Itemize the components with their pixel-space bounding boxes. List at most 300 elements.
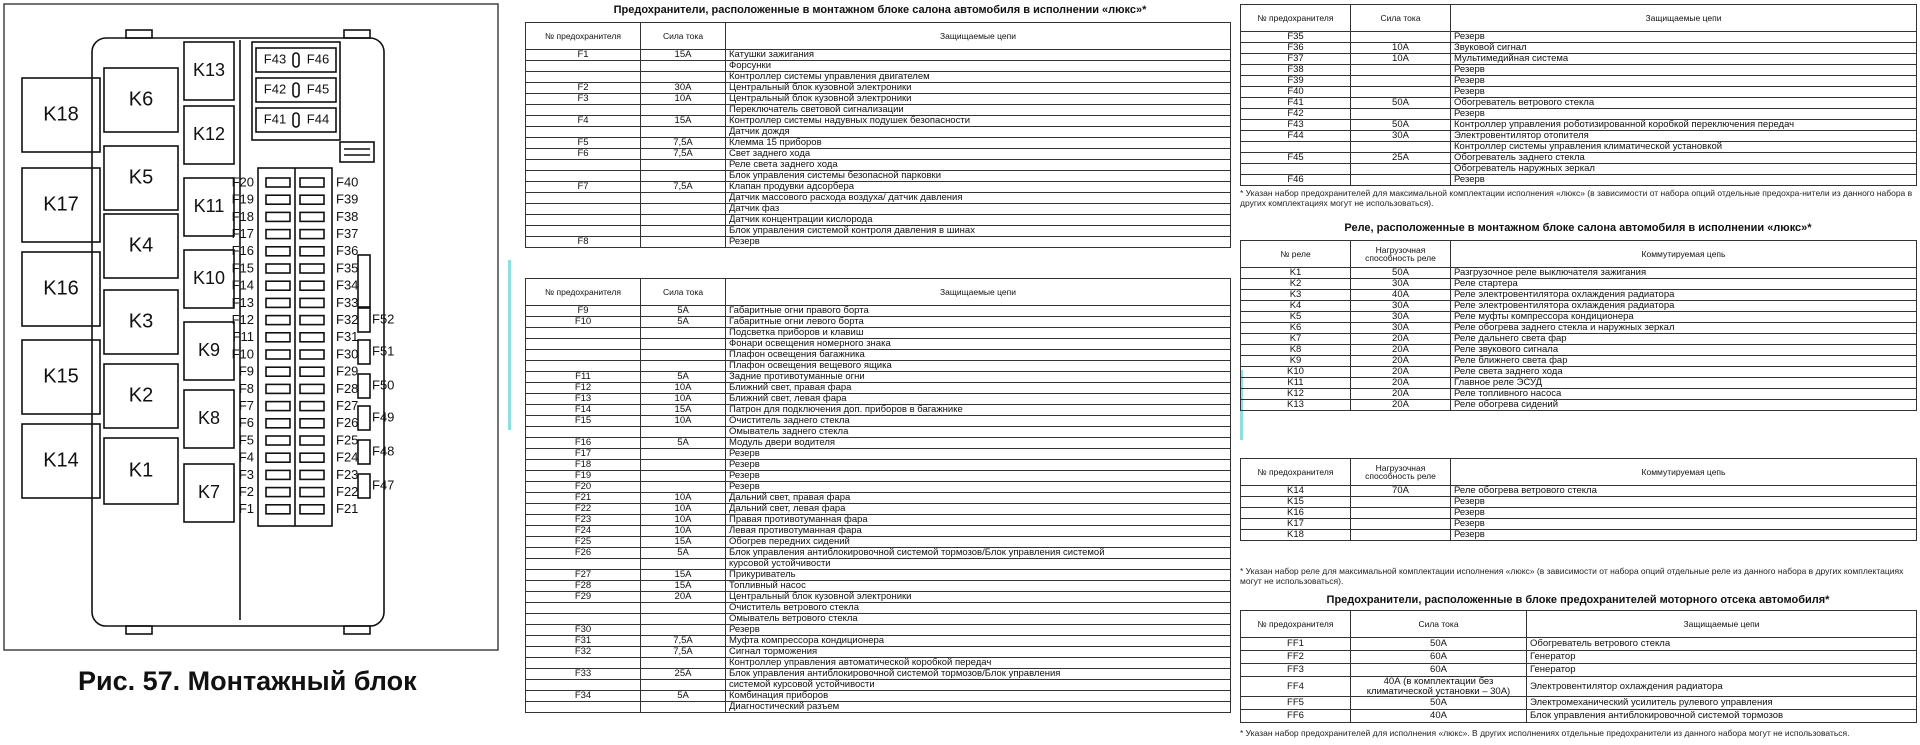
cell-number: K18: [1241, 530, 1351, 541]
fuse-label: F11: [232, 329, 254, 345]
cell-value: 20А: [641, 592, 726, 603]
fuse-label: F24: [336, 449, 359, 465]
cell-number: [526, 614, 641, 625]
cell-value: 15А: [641, 116, 726, 127]
cell-description: Резерв: [1451, 76, 1917, 87]
cell-number: F20: [526, 482, 641, 493]
cell-number: F41: [1241, 98, 1351, 109]
relay-label: K12: [192, 123, 226, 144]
fuse-slot: [266, 178, 290, 187]
cell-value: [641, 449, 726, 460]
cell-number: [526, 702, 641, 713]
col-header-current: Сила тока: [641, 279, 726, 306]
cell-value: [641, 625, 726, 636]
cell-description: Комбинация приборов: [726, 691, 1231, 702]
table-row: [1241, 638, 1917, 651]
cell-number: [526, 171, 641, 182]
cell-value: 20А: [1351, 334, 1451, 345]
cell-description: Резерв: [1451, 508, 1917, 519]
table-row: [526, 416, 1231, 427]
table-row: [1241, 400, 1917, 411]
relay-label: K16: [43, 277, 79, 300]
cell-value: 10А: [641, 504, 726, 515]
cell-value: [641, 603, 726, 614]
fuse-slot: [266, 281, 290, 290]
cell-number: [526, 680, 641, 691]
table-row: [526, 204, 1231, 215]
table-row: [526, 105, 1231, 116]
cell-number: F23: [526, 515, 641, 526]
cell-value: 25А: [1351, 153, 1451, 164]
cell-value: 50А: [1351, 120, 1451, 131]
cell-number: F40: [1241, 87, 1351, 98]
cell-number: [526, 427, 641, 438]
table-row: [526, 504, 1231, 515]
col-header-current: Сила тока: [1351, 5, 1451, 32]
table-row: [526, 603, 1231, 614]
cell-value: [1351, 142, 1451, 153]
cell-number: [526, 658, 641, 669]
cell-description: Датчик фаз: [726, 204, 1231, 215]
cell-number: F2: [526, 83, 641, 94]
cell-description: Блок управления антиблокировочной системой тормозов/Блок управления: [726, 669, 1231, 680]
cell-number: F33: [526, 669, 641, 680]
fuse-slot: [300, 281, 324, 290]
table-row: [1241, 312, 1917, 323]
col-header-current: Сила тока: [641, 23, 726, 50]
cell-description: Форсунки: [726, 61, 1231, 72]
cell-number: F21: [526, 493, 641, 504]
cell-value: 15А: [641, 581, 726, 592]
cell-number: F19: [526, 471, 641, 482]
table-row: [526, 372, 1231, 383]
cell-number: FF2: [1241, 651, 1351, 664]
cell-value: [641, 61, 726, 72]
table-row: [1241, 664, 1917, 677]
cell-description: Свет заднего хода: [726, 149, 1231, 160]
table-row: [1241, 142, 1917, 153]
table-row: [1241, 323, 1917, 334]
cell-number: F31: [526, 636, 641, 647]
cell-number: K6: [1241, 323, 1351, 334]
cell-description: Дальний свет, правая фара: [726, 493, 1231, 504]
table-row: [526, 427, 1231, 438]
cell-number: [526, 339, 641, 350]
cell-number: [526, 603, 641, 614]
fuse-slot: [300, 298, 324, 307]
big-fuse-label: F48: [372, 443, 395, 459]
fuse-label: F8: [238, 380, 254, 396]
fuse-label: F32: [336, 312, 359, 328]
cell-number: F43: [1241, 120, 1351, 131]
cell-description: Генератор: [1527, 664, 1917, 677]
cell-description: Электромеханический усилитель рулевого управления: [1527, 697, 1917, 710]
fuse-slot: [300, 195, 324, 204]
fuse-slot: [266, 212, 290, 221]
cell-description: Обогреватель ветрового стекла: [1527, 638, 1917, 651]
engine-fuses-heading: Предохранители, расположенные в блоке предохранителей моторного отсека автомобиля*: [1326, 594, 1830, 606]
cell-value: 5А: [641, 306, 726, 317]
fuse-box-diagram: [0, 0, 500, 740]
cell-value: [641, 361, 726, 372]
cell-value: 30А: [1351, 323, 1451, 334]
relay-label: K13: [192, 59, 226, 80]
cell-description: Переключатель световой сигнализации: [726, 105, 1231, 116]
cell-number: K10: [1241, 367, 1351, 378]
table-row: [526, 581, 1231, 592]
relay-label: K5: [128, 166, 154, 189]
table-row: [526, 548, 1231, 559]
cell-description: Датчик дождя: [726, 127, 1231, 138]
big-fuse-slot: [358, 255, 370, 307]
cell-number: K4: [1241, 301, 1351, 312]
table-row: [526, 614, 1231, 625]
cell-description: Резерв: [1451, 109, 1917, 120]
cell-value: [641, 226, 726, 237]
cell-number: F24: [526, 526, 641, 537]
cell-description: Плафон освещения багажника: [726, 350, 1231, 361]
cell-description: Реле электровентилятора охлаждения радиатора: [1451, 301, 1917, 312]
cell-number: F35: [1241, 32, 1351, 43]
cell-description: Реле звукового сигнала: [1451, 345, 1917, 356]
cell-description: Генератор: [1527, 651, 1917, 664]
fuse-slot: [300, 505, 324, 514]
cell-number: F18: [526, 460, 641, 471]
table-row: [526, 193, 1231, 204]
cabin-relays-table: [1240, 240, 1917, 411]
cell-description: Контроллер системы управления климатической установкой: [1451, 142, 1917, 153]
fuse-slot: [300, 402, 324, 411]
table-row: [526, 625, 1231, 636]
table-row: [526, 361, 1231, 372]
cell-number: K15: [1241, 497, 1351, 508]
fuse-slot: [266, 195, 290, 204]
cell-number: K9: [1241, 356, 1351, 367]
cell-value: [641, 204, 726, 215]
fuse-label: F29: [336, 363, 359, 379]
table-row: [526, 515, 1231, 526]
big-fuse-label: F49: [372, 409, 395, 425]
cell-number: [526, 204, 641, 215]
cell-value: [641, 237, 726, 248]
fuse-label: F15: [231, 260, 254, 276]
table-row: [526, 237, 1231, 248]
cell-value: 20А: [1351, 367, 1451, 378]
table-row: [1241, 279, 1917, 290]
col-header-capacity: Нагрузочная способность реле: [1351, 241, 1451, 268]
relay-label: K4: [128, 234, 154, 257]
cell-number: F15: [526, 416, 641, 427]
table-row: [526, 691, 1231, 702]
col-header-number: № предохранителя: [1241, 5, 1351, 32]
relay-label: K18: [43, 103, 79, 126]
table-row: [1241, 290, 1917, 301]
cell-description: Реле обогрева заднего стекла и наружных зеркал: [1451, 323, 1917, 334]
cell-description: Клапан продувки адсорбера: [726, 182, 1231, 193]
cell-value: 50А: [1351, 98, 1451, 109]
col-header-circuits: Защищаемые цепи: [1527, 611, 1917, 638]
cell-description: Датчик концентрации кислорода: [726, 215, 1231, 226]
table-row: [1241, 486, 1917, 497]
cell-value: [641, 559, 726, 570]
housing-tab: [344, 30, 370, 38]
table-row: [526, 471, 1231, 482]
fuse-label: F34: [336, 277, 359, 293]
fuse-label: F22: [336, 484, 359, 500]
table-row: [526, 636, 1231, 647]
table-row: [526, 460, 1231, 471]
cell-description: Омыватель заднего стекла: [726, 427, 1231, 438]
col-header-number: № предохранителя: [1241, 459, 1351, 486]
table-row: [526, 127, 1231, 138]
big-fuse-slot: [358, 308, 370, 332]
cell-number: F34: [526, 691, 641, 702]
cell-number: F5: [526, 138, 641, 149]
cell-description: Резерв: [726, 237, 1231, 248]
cell-number: [526, 193, 641, 204]
cell-value: 5А: [641, 372, 726, 383]
cell-value: [641, 680, 726, 691]
table-row: [1241, 175, 1917, 186]
cell-number: [1241, 164, 1351, 175]
fuse-slot: [266, 436, 290, 445]
fuse-slot: [266, 316, 290, 325]
cell-number: [526, 215, 641, 226]
cell-value: [641, 171, 726, 182]
cell-value: [641, 215, 726, 226]
cell-description: Патрон для подключения доп. приборов в багажнике: [726, 405, 1231, 416]
cell-number: F38: [1241, 65, 1351, 76]
fuse-label: F3: [238, 466, 254, 482]
fuse-slot: [300, 367, 324, 376]
cell-value: 7,5А: [641, 182, 726, 193]
fuse-label: F41: [263, 111, 287, 127]
table-row: [526, 394, 1231, 405]
big-fuse-slot: [358, 440, 370, 464]
fuse-label: F10: [231, 346, 254, 362]
table-row: [526, 160, 1231, 171]
cell-number: F44: [1241, 131, 1351, 142]
fuse-label: F27: [336, 398, 359, 414]
cell-value: 60А: [1351, 664, 1527, 677]
table-row: [526, 339, 1231, 350]
fuse-label: F7: [238, 398, 254, 414]
fuse-label: F13: [231, 294, 254, 310]
cabin-fuses-table-3: [1240, 4, 1917, 186]
cell-value: 15А: [641, 570, 726, 581]
table-row: [526, 226, 1231, 237]
fuse-link: [293, 83, 299, 97]
table-row: [1241, 120, 1917, 131]
big-fuse-slot: [358, 340, 370, 364]
table-row: [526, 680, 1231, 691]
fuse-label: F23: [336, 466, 359, 482]
cell-value: 70А: [1351, 486, 1451, 497]
cell-number: K14: [1241, 486, 1351, 497]
table-row: [526, 658, 1231, 669]
cell-description: Центральный блок кузовной электроники: [726, 592, 1231, 603]
cell-description: Разгрузочное реле выключателя зажигания: [1451, 268, 1917, 279]
cell-number: [526, 559, 641, 570]
cell-value: 25А: [641, 669, 726, 680]
relay-label: K10: [192, 267, 226, 288]
fuse-label: F4: [238, 449, 254, 465]
fuse-label: F39: [336, 191, 359, 207]
table-row: [526, 328, 1231, 339]
fuse-label: F30: [336, 346, 359, 362]
cell-number: [526, 226, 641, 237]
cell-description: Блок управления системы безопасной парковки: [726, 171, 1231, 182]
cell-description: Габаритные огни левого борта: [726, 317, 1231, 328]
cell-value: 5А: [641, 691, 726, 702]
cell-number: [526, 72, 641, 83]
cell-number: F26: [526, 548, 641, 559]
cell-description: Обогреватель наружных зеркал: [1451, 164, 1917, 175]
cell-value: 30А: [641, 83, 726, 94]
cell-number: F29: [526, 592, 641, 603]
table-row: [526, 94, 1231, 105]
fuse-label: F1: [238, 501, 254, 517]
cell-description: Реле топливного насоса: [1451, 389, 1917, 400]
fuse-slot: [300, 247, 324, 256]
cell-value: [641, 339, 726, 350]
cell-description: Очиститель заднего стекла: [726, 416, 1231, 427]
cell-value: [641, 460, 726, 471]
fuse-label: F43: [263, 51, 287, 67]
cell-value: 60А: [1351, 651, 1527, 664]
table-row: [526, 493, 1231, 504]
col-header-number: № предохранителя: [1241, 611, 1351, 638]
fuse-slot: [300, 419, 324, 428]
cell-description: Резерв: [1451, 87, 1917, 98]
table-row: [1241, 54, 1917, 65]
cell-description: Обогрев передних сидений: [726, 537, 1231, 548]
fuse-slot: [266, 298, 290, 307]
cell-description: Резерв: [1451, 530, 1917, 541]
cell-value: 50А: [1351, 268, 1451, 279]
fuse-label: F21: [336, 501, 359, 517]
cell-number: K2: [1241, 279, 1351, 290]
cell-description: Муфта компрессора кондиционера: [726, 636, 1231, 647]
table-row: [1241, 497, 1917, 508]
cell-description: Блок управления антиблокировочной системой тормозов: [1527, 710, 1917, 723]
cell-value: [641, 72, 726, 83]
table-row: [526, 383, 1231, 394]
fuse-slot: [266, 488, 290, 497]
cell-value: 5А: [641, 548, 726, 559]
cabin-fuses-table-2: [525, 278, 1231, 713]
cell-number: F27: [526, 570, 641, 581]
fuse-label: F26: [336, 415, 359, 431]
cell-number: F13: [526, 394, 641, 405]
fuse-slot: [300, 264, 324, 273]
cell-number: F42: [1241, 109, 1351, 120]
cell-description: Реле дальнего света фар: [1451, 334, 1917, 345]
fuse-slot: [300, 178, 324, 187]
fuse-label: F46: [306, 51, 330, 67]
cabin-relays-footnote: * Указан набор реле для максимальной комплектации исполнения «люкс» (в зависимости от набора опций отдельные реле из данного набора в других комплектациях могут не использоваться).: [1240, 566, 1904, 586]
cell-number: [526, 361, 641, 372]
fuse-label: F5: [238, 432, 254, 448]
relay-label: K9: [197, 339, 221, 360]
cell-description: Правая противотуманная фара: [726, 515, 1231, 526]
cell-value: 10А: [641, 94, 726, 105]
fuse-slot: [300, 333, 324, 342]
cell-number: K8: [1241, 345, 1351, 356]
relay-label: K3: [128, 310, 154, 333]
table-row: [1241, 153, 1917, 164]
cell-value: [1351, 76, 1451, 87]
cell-description: Резерв: [726, 625, 1231, 636]
cell-number: F1: [526, 50, 641, 61]
cell-description: Реле света заднего хода: [726, 160, 1231, 171]
table-row: [526, 537, 1231, 548]
table-row: [1241, 345, 1917, 356]
fuse-label: F31: [336, 329, 359, 345]
table-row: [1241, 164, 1917, 175]
cell-description: Блок управления системой контроля давления в шинах: [726, 226, 1231, 237]
cell-description: Электровентилятор охлаждения радиатора: [1527, 677, 1917, 697]
cell-number: F25: [526, 537, 641, 548]
table-row: [526, 116, 1231, 127]
cell-number: K11: [1241, 378, 1351, 389]
cell-description: Реле обогрева ветрового стекла: [1451, 486, 1917, 497]
cell-value: [1351, 175, 1451, 186]
fuse-label: F12: [231, 312, 254, 328]
cell-value: [641, 105, 726, 116]
cell-value: 30А: [1351, 131, 1451, 142]
relay-label: K2: [128, 384, 154, 407]
col-header-current: Сила тока: [1351, 611, 1527, 638]
col-header-relay-number: № реле: [1241, 241, 1351, 268]
cell-value: 7,5А: [641, 636, 726, 647]
cell-description: Реле обогрева сидений: [1451, 400, 1917, 411]
cell-value: [1351, 164, 1451, 175]
cell-number: F36: [1241, 43, 1351, 54]
cell-value: 50А: [1351, 638, 1527, 651]
table-row: [526, 482, 1231, 493]
cell-description: Задние противотуманные огни: [726, 372, 1231, 383]
table-row: [526, 559, 1231, 570]
fuse-label: F38: [336, 208, 359, 224]
table-row: [1241, 76, 1917, 87]
cell-description: Диагностический разъем: [726, 702, 1231, 713]
fuse-label: F2: [238, 484, 254, 500]
cell-number: F28: [526, 581, 641, 592]
cell-description: Ближний свет, левая фара: [726, 394, 1231, 405]
fuse-slot: [300, 350, 324, 359]
table-row: [1241, 389, 1917, 400]
fuse-slot: [266, 505, 290, 514]
table-row: [526, 149, 1231, 160]
table-row: [1241, 697, 1917, 710]
cell-description: Реле стартера: [1451, 279, 1917, 290]
table-row: [1241, 677, 1917, 697]
cell-number: K3: [1241, 290, 1351, 301]
table-row: [526, 50, 1231, 61]
cell-value: [641, 702, 726, 713]
cell-description: Ближний свет, правая фара: [726, 383, 1231, 394]
fuse-slot: [266, 419, 290, 428]
cell-description: Резерв: [1451, 175, 1917, 186]
cell-number: F8: [526, 237, 641, 248]
cell-number: F10: [526, 317, 641, 328]
cell-description: системой курсовой устойчивости: [726, 680, 1231, 691]
table-row: [526, 72, 1231, 83]
cell-value: [641, 127, 726, 138]
cell-value: [1351, 497, 1451, 508]
cell-value: [1351, 508, 1451, 519]
